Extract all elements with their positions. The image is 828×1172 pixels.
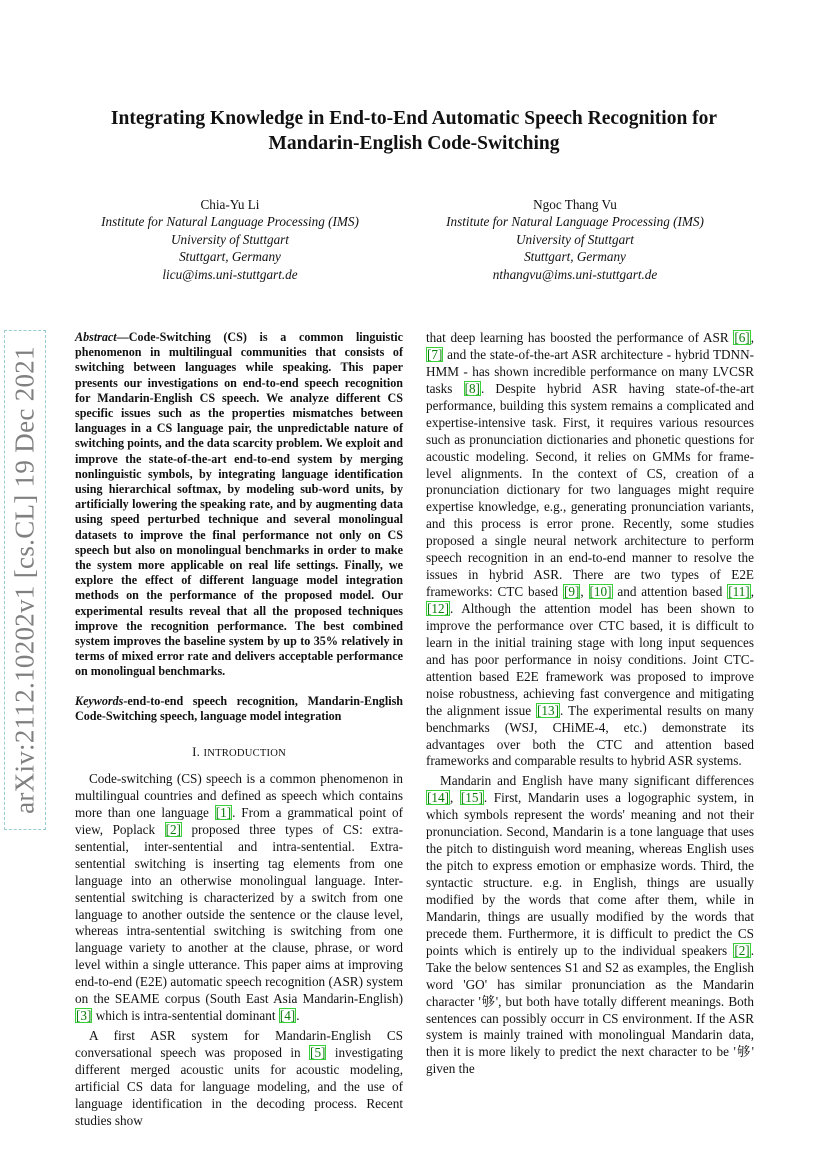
citation-link[interactable]: [14]: [427, 790, 449, 806]
intro-paragraph-4: Mandarin and English have many significant differences [14], [15]. First, Mandarin uses a logographic system, in which symbols represent the words' meaning and not their pronunciation. Second, Mandarin is a tone language that uses the pitch to distinguish word meaning, whereas English uses the pitch to express emotion or emphasize words. Third, the syntactic structure. e.g. in English, things are usually modified by the words that come after them, while in Mandarin, things are usually modified by the words that precede them. Furthermore, it is difficult to predict the CS points which is entirely up to the individual speakers [2]. Take the below sentences S1 and S2 as examples, the English word 'GO' has similar pronunciation as the Mandarin character '够', but both have totally different meanings. Both sentences can possibly occurr in CS environment. If the ASR system is mainly trained with monolingual Mandarin data, then it is more likely to predict the next character to be '够' given the: [426, 773, 754, 1077]
citation-link[interactable]: [6]: [734, 330, 750, 345]
section-title: INTRODUCTION: [203, 748, 286, 760]
abstract-lead: Abstract: [75, 330, 117, 344]
author-name: Ngoc Thang Vu: [533, 197, 617, 212]
right-column: [426, 330, 754, 1078]
paper-title: [60, 106, 768, 156]
author-block-1: [65, 196, 395, 283]
author-block-2: [410, 196, 740, 283]
citation-link[interactable]: [2]: [734, 942, 750, 958]
citation-link[interactable]: [13]: [537, 702, 560, 718]
citation-link[interactable]: [11]: [728, 584, 750, 600]
author-name: Chia-Yu Li: [200, 197, 260, 212]
author-institute: Institute for Natural Language Processing (IMS): [101, 214, 359, 230]
citation-link[interactable]: [3]: [76, 1008, 92, 1024]
citation-link[interactable]: [1]: [215, 804, 232, 820]
arxiv-stamp[interactable]: [4, 330, 46, 830]
citation-link[interactable]: [2]: [165, 821, 181, 837]
abstract-text: —Code-Switching (CS) is a common linguistic phenomenon in multilingual communities that consists of switching between languages while speaking. This paper presents our investigations on end-to-end speech recognition for Mandarin-English CS speech. We analyze different CS specific issues such as the properties mismatches between languages in a CS language pair, the unpredictable nature of switching points, and the data scarcity problem. We exploit and improve the state-of-the-art end-to-end system by merging nonlinguistic symbols, by integrating language identification using hierarchical softmax, by modeling sub-word units, by artificially lowering the speaking rate, and by augmenting data using speed perturbed technique and several monolingual datasets to improve the final performance not only on CS speech but also on monolingual benchmarks in order to make the system more applicable on real life settings. Finally, we explore the effect of different language model integration methods on the performance of the proposed model. Our experimental results reveal that all the proposed techniques improve the recognition performance. The best combined system improves the baseline system by up to 35% relatively in terms of mixed error rate and delivers acceptable performance on monolingual benchmarks.: [75, 330, 403, 679]
keywords-lead: Keywords: [75, 693, 124, 708]
title-line-2: Mandarin-English Code-Switching: [268, 133, 560, 154]
arxiv-stamp-text: arXiv:2112.10202v1 [cs.CL] 19 Dec 2021: [9, 346, 40, 814]
author-institute: Institute for Natural Language Processing (IMS): [446, 214, 704, 230]
citation-link[interactable]: [8]: [464, 380, 480, 396]
author-university: University of Stuttgart: [171, 231, 289, 247]
citation-link[interactable]: [4]: [279, 1008, 296, 1024]
author-email: nthangvu@ims.uni-stuttgart.de: [492, 266, 658, 282]
abstract: [75, 330, 403, 680]
author-location: Stuttgart, Germany: [179, 249, 281, 265]
citation-link[interactable]: [5]: [310, 1045, 326, 1061]
keywords-text: -end-to-end speech recognition, Mandarin-English Code-Switching speech, language model integration: [75, 693, 403, 723]
citation-link[interactable]: [12]: [427, 601, 449, 616]
author-location: Stuttgart, Germany: [524, 249, 626, 265]
section-number: I.: [192, 744, 204, 760]
intro-paragraph-1: Code-switching (CS) speech is a common phenomenon in multilingual countries and defined as speech which contains more than one language [1]. From a grammatical point of view, Poplack [2] proposed three types of CS: extra-sentential, inter-sentential and intra-sentential. Extra-sentential switching is inserting tag elements from one language into an otherwise monolingual language. Inter-sentential switching is characterized by a switch from one language to another outside the sentence or the clause level, whereas intra-sentential switching is switching from one language variety to another at the clause, phrase, or word level within a single utterance. This paper aims at improving end-to-end (E2E) automatic speech recognition (ASR) system on the SEAME corpus (South East Asia Mandarin-English) [3] which is intra-sentential dominant [4].: [75, 771, 403, 1024]
citation-link[interactable]: [7]: [427, 346, 443, 362]
citation-link[interactable]: [10]: [589, 584, 612, 600]
left-column: [75, 330, 403, 1130]
intro-paragraph-2: A first ASR system for Mandarin-English CS conversational speech was proposed in [5] investigating different merged acoustic units for acoustic modeling, artificial CS data for language modeling, and the use of language identification in the decoding process. Recent studies show: [75, 1028, 403, 1128]
section-heading: [75, 744, 403, 763]
citation-link[interactable]: [15]: [460, 790, 483, 806]
keywords: [75, 694, 403, 724]
author-email: licu@ims.uni-stuttgart.de: [162, 266, 298, 282]
intro-paragraph-3: that deep learning has boosted the performance of ASR [6], [7] and the state-of-the-art ASR architecture - hybrid TDNN-HMM - has shown incredible performance on many LVCSR tasks [8]. Despite hybrid ASR having state-of-the-art performance, building this system remains a complicated and expertise-intensive task. First, it requires various resources such as pronunciation dictionaries and phonetic questions for acoustic modeling. Second, it relies on GMMs for frame-level alignments. In the context of CS, creation of a pronunciation dictionary for two languages might require expertise knowledge, e.g., generating pronunciation variants, and this process is error prone. Recently, some studies proposed a single neural network architecture to perform speech recognition in an end-to-end manner to resolve the issues in hybrid ASR. There are two types of E2E frameworks: CTC based [9], [10] and attention based [11], [12]. Although the attention model has been shown to improve the performance over CTC based, it is difficult to learn in the initial training stage with long input sequences and has poor performance in noisy conditions. Joint CTC-attention based E2E framework was proposed to improve noise robustness, achieving fast convergence and mitigating the alignment issue [13]. The experimental results on many benchmarks (WSJ, CHiME-4, etc.) demonstrate its advantages over both the CTC and attention based frameworks and comparable results to hybrid ASR systems.: [426, 330, 755, 769]
author-university: University of Stuttgart: [516, 231, 634, 247]
citation-link[interactable]: [9]: [563, 584, 580, 600]
title-line-1: Integrating Knowledge in End-to-End Automatic Speech Recognition for: [110, 108, 718, 129]
